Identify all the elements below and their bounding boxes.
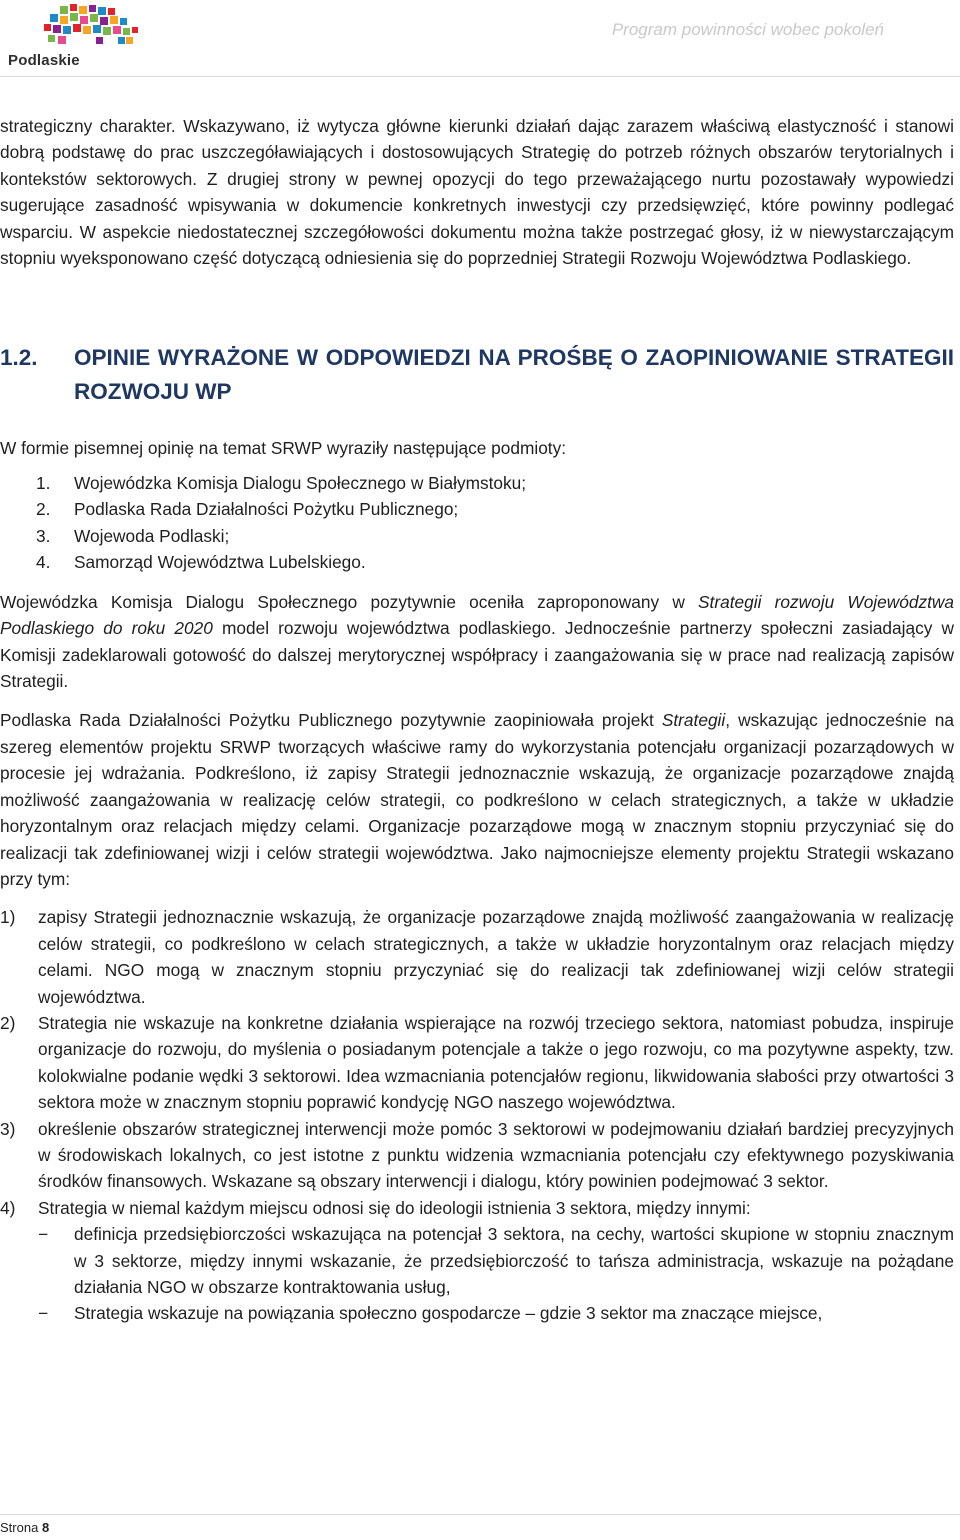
list-item — [0, 496, 954, 523]
footer-divider — [0, 1514, 960, 1515]
list-item — [0, 1010, 954, 1116]
podlaskie-logo — [4, 2, 144, 72]
list-item-number: 2. — [36, 499, 51, 520]
list-item-number: 3. — [36, 525, 51, 546]
list-item-text: Wojewódzka Komisja Dialogu Społecznego w Białymstoku; — [74, 472, 527, 493]
dash-bullet: − — [38, 1303, 49, 1324]
list-item-text: Podlaska Rada Działalności Pożytku Publicznego; — [74, 499, 459, 520]
paragraph-2-start: Wojewódzka Komisja Dialogu Społecznego pozytywnie oceniła zaproponowany w — [0, 591, 699, 612]
entities-list — [0, 470, 954, 576]
paragraph-2-end: model rozwoju województwa podlaskiego. Jednocześnie partnerzy społeczni zasiadający w Komisji zadeklarowali gotowość do dalszej merytorycznej współpracy i zaangażowania się w prace nad realizacją zapisów Strategii. — [0, 618, 954, 692]
list-item-body — [38, 1195, 954, 1327]
sub-list-item — [38, 1221, 954, 1300]
intro-paragraph: W formie pisemnej opinię na temat SRWP wyraziły następujące podmioty: — [0, 438, 567, 459]
list-item-number: 3) — [0, 1118, 16, 1139]
page-label: Strona — [0, 1520, 39, 1535]
list-item-number: 1) — [0, 907, 16, 928]
paragraph-2 — [0, 589, 954, 695]
list-item-number: 4. — [36, 552, 51, 573]
sub-list-item — [38, 1300, 954, 1326]
list-item — [0, 523, 954, 550]
paragraph-1: strategiczny charakter. Wskazywano, iż wytycza główne kierunki działań dając zarazem właściwą elastyczność i stanowi dobrą podstawę do prac uszczegóławiających i dostosowujących Strategię do potrzeb różnych obszarów terytorialnych i kontekstów sektorowych. Z drugiej strony w pewnej opozycji do tego przeważającego nurtu pozostawały wypowiedzi sugerujące zasadność wpisywania w dokumencie konkretnych inwestycji czy przedsięwzięć, które powinny podlegać wsparciu. W aspekcie niedostatecznej szczegółowości dokumentu można także postrzegać głosy, iż w niewystarczającym stopniu wyeksponowano część dotyczącą odniesienia się do poprzedniej Strategii Rozwoju Województwa Podlaskiego. — [0, 116, 954, 269]
list-item — [0, 549, 954, 576]
list-item-number: 2) — [0, 1012, 16, 1033]
section-title: OPINIE WYRAŻONE W ODPOWIEDZI NA PROŚBĘ O ZAOPINIOWANIE STRATEGII ROZWOJU WP — [74, 345, 954, 405]
strategy-title: Strategii rozwoju Województwa Podlaskiego do roku 2020 — [0, 591, 954, 639]
section-heading — [0, 341, 954, 409]
paragraph-3 — [0, 707, 954, 892]
paragraph-3-end: , wskazując jednocześnie na szereg elementów projektu SRWP tworzących właściwe ramy do wykorzystania potencjału organizacji pozarządowych w procesie jej wdrażania. Podkreślono, iż zapisy Strategii jednoznacznie wskazują, że organizacje pozarządowe znajdą możliwość zaangażowania w realizację celów strategii, co podkreślono w celach strategicznych, a także w układzie horyzontalnym oraz relacjach między celami. Organizacje pozarządowe mogą w znacznym stopniu przyczyniać się do realizacji tak zdefiniowanej wizji i celów strategii województwa. Jako najmocniejsze elementy projektu Strategii wskazano przy tym: — [0, 710, 954, 889]
list-item — [0, 1116, 954, 1195]
sub-list — [38, 1221, 954, 1327]
bison-logo-icon — [30, 2, 142, 54]
page-content — [0, 113, 954, 1327]
logo-text: Podlaskie — [8, 52, 80, 69]
list-item — [0, 1195, 954, 1327]
list-item-text: Samorząd Województwa Lubelskiego. — [74, 552, 366, 573]
paragraph-3-start: Podlaska Rada Działalności Pożytku Publicznego pozytywnie zaopiniowała projekt — [0, 710, 662, 731]
list-item-text: Strategia nie wskazuje na konkretne działania wspierające na rozwój trzeciego sektora, natomiast pobudza, inspiruje organizacje do rozwoju, do myślenia o posiadanym potencjale a także o jego rozwoju, co ma pozytywne aspekty, tzw. kolokwialne podanie wędki 3 sektorowi. Idea wzmacniania potencjałów regionu, likwidowania słabości przy otwartości 3 sektora może w znacznym stopniu poprawić kondycję NGO naszego województwa. — [38, 1012, 954, 1113]
list-item-text: zapisy Strategii jednoznacznie wskazują, że organizacje pozarządowe znajdą możliwość zaangażowania w realizację celów strategii, co podkreślono w celach strategicznych, a także w układzie horyzontalnym oraz relacjach między celami. NGO mogą w znacznym stopniu przyczyniać się do realizacji tak zdefiniowanej wizji celów strategii województwa. — [38, 907, 954, 1007]
sub-list-item-text: Strategia wskazuje na powiązania społeczno gospodarcze – gdzie 3 sektor ma znaczące miejsce, — [74, 1303, 823, 1324]
strategy-word: Strategii — [661, 710, 726, 731]
list-item-text: Strategia w niemal każdym miejscu odnosi się do ideologii istnienia 3 sektora, między innymi: — [38, 1197, 751, 1218]
section-number: 1.2. — [0, 345, 38, 371]
strengths-list — [0, 904, 954, 1327]
sub-list-item-text: definicja przedsiębiorczości wskazująca na potencjał 3 sektora, na cechy, wartości skupione w stopniu znacznym w 3 sektorze, między innymi wskazanie, że przedsiębiorczość to tańsza administracja, wskazuje na pożądane działania NGO w obszarze kontraktowania usług, — [74, 1224, 954, 1297]
list-item — [0, 470, 954, 497]
dash-bullet: − — [38, 1224, 49, 1245]
list-item-text: Wojewoda Podlaski; — [74, 525, 230, 546]
list-item-number: 4) — [0, 1197, 16, 1218]
header-divider — [0, 76, 960, 77]
list-item-text: określenie obszarów strategicznej interwencji może pomóc 3 sektorowi w podejmowaniu działań bardziej precyzyjnych w środowiskach lokalnych, co jest istotne z punktu widzenia wzmacniania potencjału czy efektywnego pozyskiwania środków finansowych. Wskazane są obszary interwencji i dialogu, który powinien podejmować 3 sektor. — [38, 1118, 954, 1192]
header-title: Program powinności wobec pokoleń — [611, 20, 884, 39]
page-number: 8 — [41, 1520, 50, 1535]
list-item-number: 1. — [36, 472, 51, 493]
list-item — [0, 904, 954, 1010]
page-footer — [0, 1520, 49, 1535]
